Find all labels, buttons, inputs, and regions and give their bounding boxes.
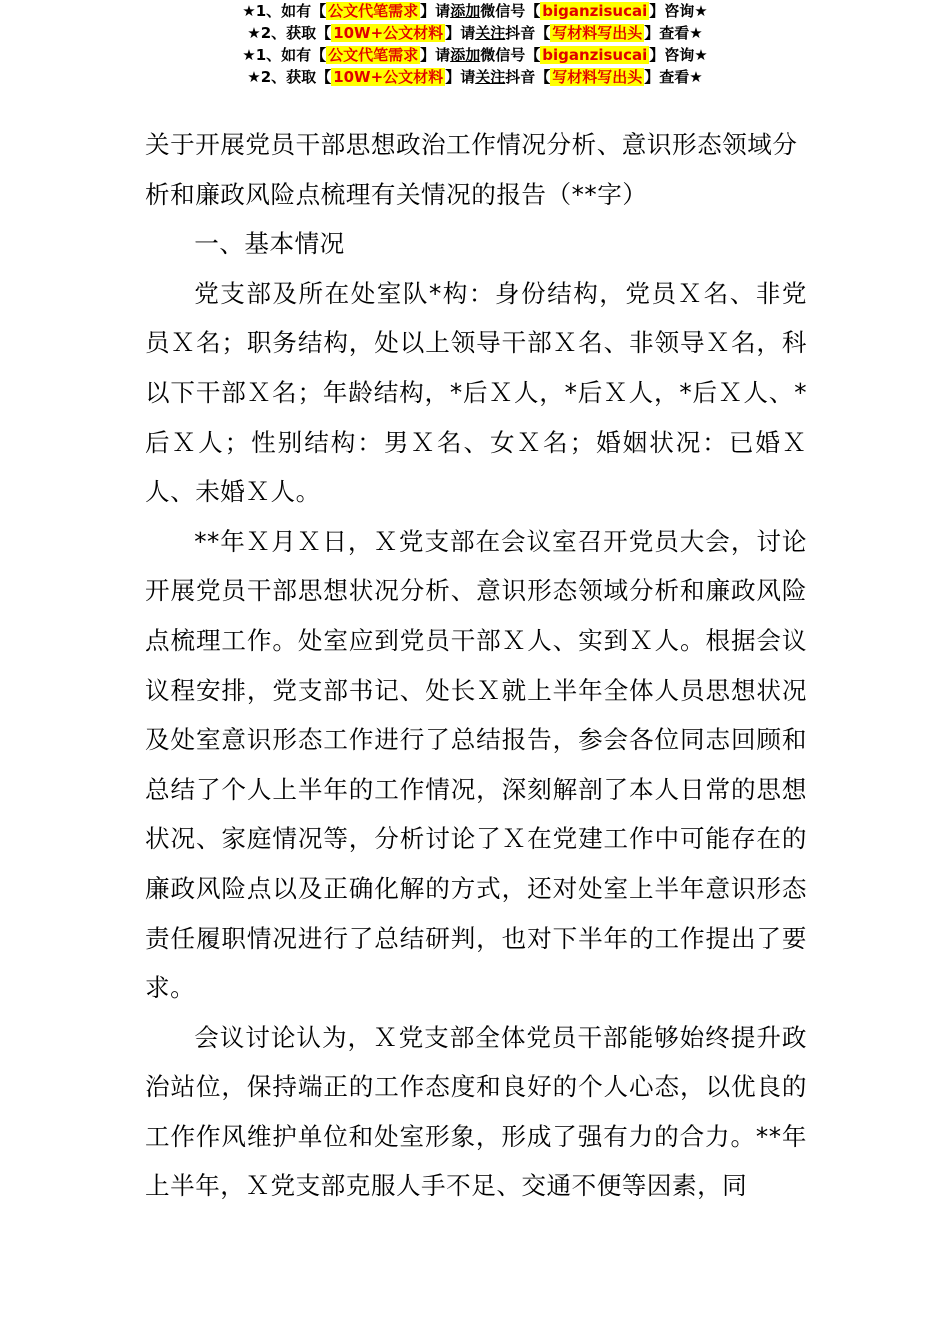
promo-text: 抖音【	[505, 24, 551, 42]
promo-line-1	[0, 0, 950, 22]
promo-highlight: biganzisucai	[542, 2, 648, 20]
promo-text: 】请	[420, 46, 451, 64]
paragraph: **年Ｘ月Ｘ日，Ｘ党支部在会议室召开党员大会，讨论开展党员干部思想状况分析、意识形态领域分析和廉政风险点梳理工作。处室应到党员干部Ｘ人、实到Ｘ人。根据会议议程安排，党支部书记、处长Ｘ就上半年全体人员思想状况及处室意识形态工作进行了总结报告，参会各位同志回顾和总结了个人上半年的工作情况，深刻解剖了本人日常的思想状况、家庭情况等，分析讨论了Ｘ在党建工作中可能存在的廉政风险点以及正确化解的方式，还对处室上半年意识形态责任履职情况进行了总结研判，也对下半年的工作提出了要求。	[145, 526, 807, 1003]
promo-text: ★2、获取【	[247, 68, 332, 86]
promo-line-2	[0, 22, 950, 44]
promo-banner-top	[0, 0, 950, 44]
promo-underline: 添加	[450, 46, 481, 64]
promo-underline: 添加	[450, 2, 481, 20]
promo-highlight: 写材料写出头	[552, 24, 643, 42]
promo-text: ★1、如有【	[242, 2, 327, 20]
promo-underline: 关注	[475, 68, 506, 86]
promo-highlight: 10W+公文材料	[333, 68, 444, 86]
document-body	[145, 120, 807, 1211]
promo-highlight: biganzisucai	[542, 46, 648, 64]
paragraph: 会议讨论认为，Ｘ党支部全体党员干部能够始终提升政治站位，保持端正的工作态度和良好的个人心态，以优良的工作作风维护单位和处室形象，形成了强有力的合力。**年上半年，Ｘ党支部克服人手不足、交通不便等因素，同	[145, 1022, 807, 1201]
promo-underline: 关注	[475, 24, 506, 42]
promo-line-1	[0, 44, 950, 66]
paragraph: 党支部及所在处室队*构：身份结构，党员Ｘ名、非党员Ｘ名；职务结构，处以上领导干部Ｘ名、非领导Ｘ名，科以下干部Ｘ名；年龄结构，*后Ｘ人，*后Ｘ人，*后Ｘ人、*后Ｘ人；性别结构：男Ｘ名、女Ｘ名；婚姻状况：已婚Ｘ人、未婚Ｘ人。	[145, 278, 807, 507]
promo-line-2	[0, 66, 950, 88]
promo-text: ★1、如有【	[242, 46, 327, 64]
promo-text: ★2、获取【	[247, 24, 332, 42]
promo-text: 】请	[445, 24, 476, 42]
document-title: 关于开展党员干部思想政治工作情况分析、意识形态领域分析和廉政风险点梳理有关情况的报告（**字）	[145, 130, 798, 209]
promo-text: 抖音【	[505, 68, 551, 86]
promo-text: 】咨询★	[649, 46, 708, 64]
promo-text: 】咨询★	[649, 2, 708, 20]
promo-text: 】查看★	[644, 24, 703, 42]
promo-highlight: 10W+公文材料	[333, 24, 444, 42]
promo-highlight: 公文代笔需求	[328, 2, 419, 20]
section-heading: 一、基本情况	[194, 229, 345, 259]
promo-text: 微信号【	[480, 2, 541, 20]
promo-text: 】请	[420, 2, 451, 20]
promo-text: 】请	[445, 68, 476, 86]
promo-text: 微信号【	[480, 46, 541, 64]
promo-banner-bottom	[0, 44, 950, 88]
promo-highlight: 写材料写出头	[552, 68, 643, 86]
promo-highlight: 公文代笔需求	[328, 46, 419, 64]
promo-text: 】查看★	[644, 68, 703, 86]
